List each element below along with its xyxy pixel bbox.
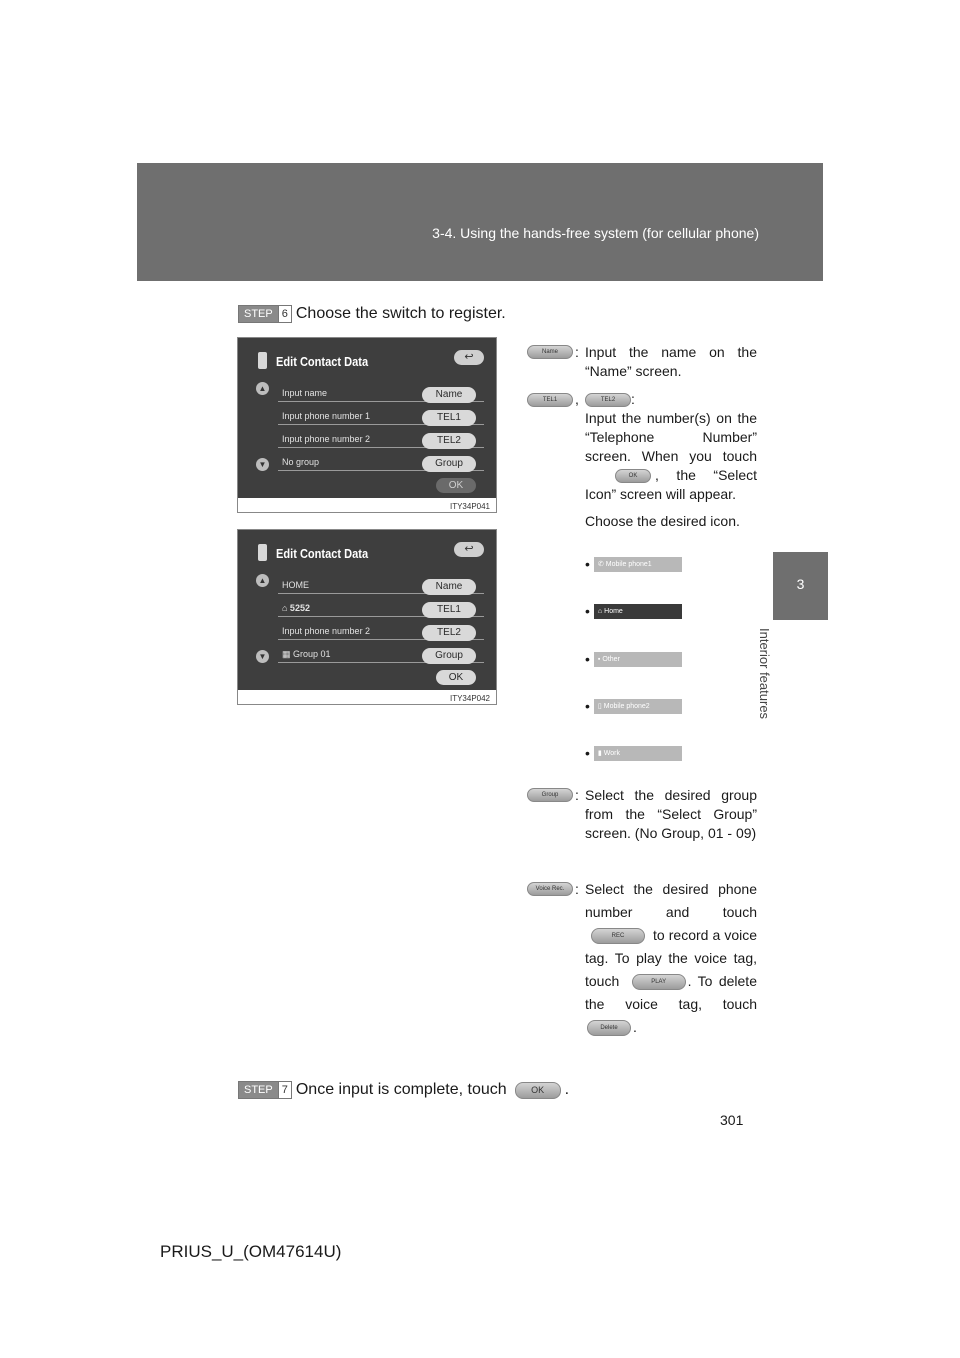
desc-voice-text3: To play the voice tag, touch <box>585 950 758 989</box>
back-button[interactable]: ↩ <box>454 542 484 557</box>
back-button[interactable]: ↩ <box>454 350 484 365</box>
step-text: Choose the switch to register. <box>295 305 506 322</box>
separator: , <box>575 391 579 407</box>
other-icon: ▪ Other <box>594 652 682 667</box>
phone-icon <box>258 352 267 369</box>
mobile-phone2-icon: ▯ Mobile phone2 <box>594 699 682 714</box>
header-band <box>137 163 823 281</box>
screenshot-edit-contact-empty <box>237 337 497 513</box>
play-button-icon: PLAY <box>632 974 686 990</box>
desc-tel-text3: Choose the desired icon. <box>585 513 740 529</box>
desc-voice-text5: . <box>633 1019 637 1035</box>
chapter-label: Interior features <box>757 628 772 720</box>
tel2-button[interactable]: TEL2 <box>422 433 476 449</box>
work-icon: ▮ Work <box>594 746 682 761</box>
row-tel2 <box>278 433 484 451</box>
tel1-button[interactable]: TEL1 <box>422 410 476 426</box>
screen-display <box>238 530 496 690</box>
name-button-icon: Name <box>527 345 573 359</box>
desc-name <box>527 343 757 381</box>
row-value: Input phone number 2 <box>282 626 371 636</box>
desc-voice-text1: Select the desired phone number and touch <box>585 881 757 920</box>
step-suffix: . <box>564 1081 570 1098</box>
desc-voice-text4: . To delete the voice tag, touch <box>585 973 757 1012</box>
scroll-down-icon[interactable]: ▼ <box>256 650 269 663</box>
tel1-button-icon: TEL1 <box>527 393 573 407</box>
row-value: ⌂ 5252 <box>282 603 310 613</box>
figure-code: ITY34P042 <box>449 694 490 703</box>
tel2-button[interactable]: TEL2 <box>422 625 476 641</box>
row-group <box>278 456 484 474</box>
icon-option-mobile2: • ▯ Mobile phone2 <box>585 698 682 714</box>
screen-display <box>238 338 496 498</box>
group-button[interactable]: Group <box>422 456 476 472</box>
icon-option-work: • ▮ Work <box>585 745 682 761</box>
desc-tel <box>527 390 757 531</box>
desc-group <box>527 786 757 843</box>
desc-voice-text <box>585 878 757 1039</box>
page-number: 301 <box>720 1112 744 1128</box>
colon: : <box>575 787 579 803</box>
footer-model-code: PRIUS_U_(OM47614U) <box>160 1242 342 1261</box>
step-text: Once input is complete, touch <box>295 1081 507 1098</box>
row-tel1 <box>278 410 484 428</box>
scroll-up-icon[interactable]: ▲ <box>256 574 269 587</box>
section-title: 3-4. Using the hands-free system (for cellular phone) <box>432 225 759 241</box>
tel-buttons-line <box>527 390 757 409</box>
desc-voice <box>527 878 757 1039</box>
row-value: Input phone number 2 <box>282 434 371 444</box>
screen-title: Edit Contact Data <box>276 546 369 561</box>
icon-option-other: • ▪ Other <box>585 651 682 667</box>
rec-button-icon: REC <box>591 928 645 944</box>
desc-voice-text2: to record a voice tag. <box>585 927 757 966</box>
group-button-icon: Group <box>527 788 573 802</box>
tel1-button[interactable]: TEL1 <box>422 602 476 618</box>
row-value: ▦ Group 01 <box>282 649 331 659</box>
screenshot-edit-contact-filled <box>237 529 497 705</box>
chapter-number: 3 <box>796 576 805 592</box>
desc-tel-text2: , the “Select Icon” screen will appear. <box>585 467 757 502</box>
step-6 <box>238 305 506 323</box>
step-badge: STEP 7 <box>238 1081 292 1099</box>
row-value: Input phone number 1 <box>282 411 371 421</box>
desc-tel-text1: Input the number(s) on the “Telephone Number” screen. When you touch <box>585 410 757 464</box>
desc-group-text: Select the desired group from the “Select Group” screen. (No Group, 01 - 09) <box>585 787 757 841</box>
row-value: Input name <box>282 388 328 398</box>
voice-rec-button-icon: Voice Rec. <box>527 882 573 896</box>
tel2-button-icon: TEL2 <box>585 393 631 407</box>
desc-tel-text <box>585 409 757 504</box>
row-group <box>278 648 484 666</box>
ok-button-icon: OK <box>615 469 651 483</box>
group-button[interactable]: Group <box>422 648 476 664</box>
row-name <box>278 579 484 597</box>
ok-button[interactable]: OK <box>436 670 476 685</box>
row-value: No group <box>282 457 320 467</box>
colon: : <box>631 391 635 407</box>
chapter-label-wrap <box>752 628 792 738</box>
colon: : <box>575 881 579 897</box>
row-tel2 <box>278 625 484 643</box>
row-name <box>278 387 484 405</box>
row-tel1 <box>278 602 484 620</box>
scroll-up-icon[interactable]: ▲ <box>256 382 269 395</box>
phone-icon <box>258 544 267 561</box>
icon-option-mobile1: • ✆ Mobile phone1 <box>585 556 682 572</box>
row-value: HOME <box>282 580 309 590</box>
home-icon: ⌂ Home <box>594 604 682 619</box>
name-button[interactable]: Name <box>422 387 476 403</box>
ok-button-icon: OK <box>515 1082 561 1099</box>
screen-title: Edit Contact Data <box>276 354 369 369</box>
desc-name-text: Input the name on the “Name” screen. <box>585 344 757 379</box>
step-badge: STEP 6 <box>238 305 292 323</box>
name-button[interactable]: Name <box>422 579 476 595</box>
delete-button-icon: Delete <box>587 1020 631 1036</box>
chapter-tab <box>773 552 828 620</box>
mobile-phone1-icon: ✆ Mobile phone1 <box>594 557 682 572</box>
icon-option-home: • ⌂ Home <box>585 603 682 619</box>
scroll-down-icon[interactable]: ▼ <box>256 458 269 471</box>
step-7 <box>238 1081 569 1099</box>
colon: : <box>575 344 579 360</box>
figure-code: ITY34P041 <box>449 502 490 511</box>
ok-button-disabled: OK <box>436 478 476 493</box>
